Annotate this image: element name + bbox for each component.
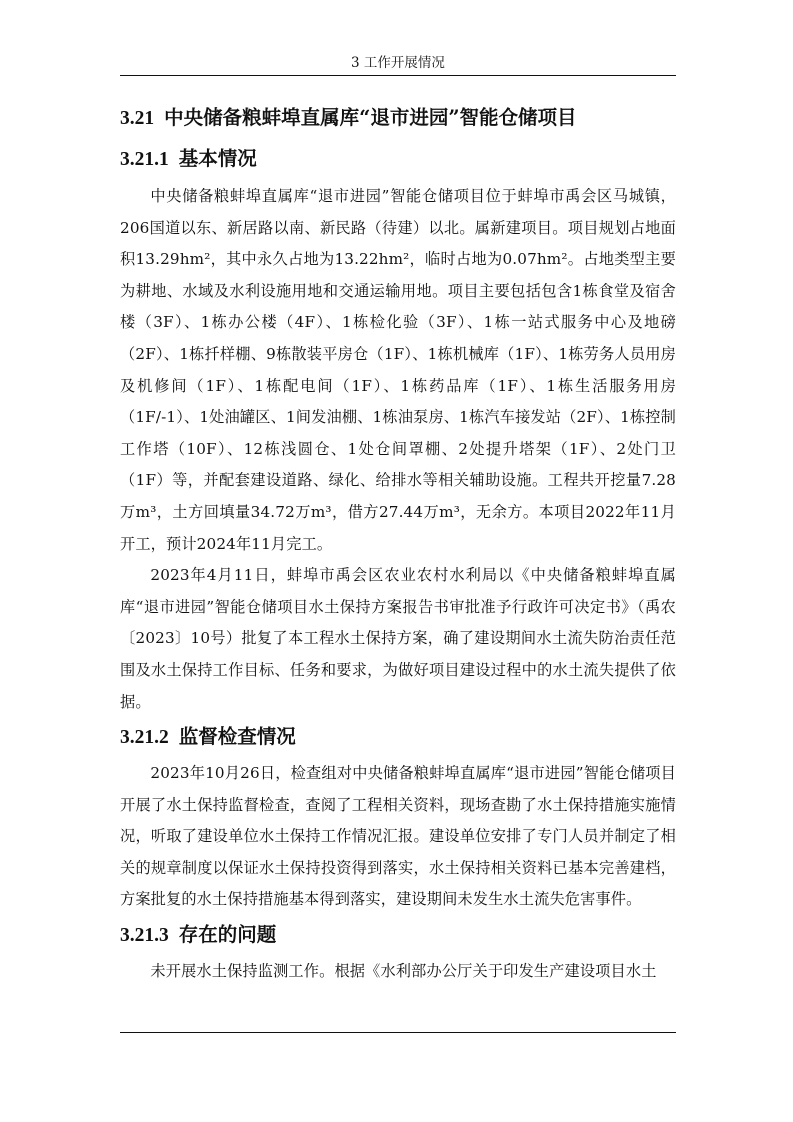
running-header: 3 工作开展情况 (351, 55, 445, 71)
section-number: 3.21 (120, 108, 155, 129)
subsection-heading-issues (120, 917, 676, 954)
subsection-number: 3.21.2 (120, 727, 169, 749)
page-content (120, 100, 676, 988)
subsection-number: 3.21.3 (120, 925, 169, 947)
subsection-heading-inspection (120, 719, 676, 756)
subsection-heading-basic (120, 141, 676, 178)
subsection-title: 存在的问题 (178, 923, 277, 947)
subsection-number: 3.21.1 (120, 149, 169, 170)
section-title: 中央储备粮蚌埠直属库“退市进园”智能仓储项目 (164, 106, 577, 129)
subsection-title: 监督检查情况 (178, 725, 296, 749)
header-rule (120, 75, 676, 76)
section-heading (120, 100, 676, 137)
paragraph-basic-1: 中央储备粮蚌埠直属库“退市进园”智能仓储项目位于蚌埠市禹会区马城镇，206国道以东、新居路以南、新民路（待建）以北。属新建项目。项目规划占地面积13.29hm²，其中永久占地为13.22hm²，临时占地为0.07hm²。占地类型主要为耕地、水域及水利设施用地和交通运输用地。项目主要包括包含1栋食堂及宿舍楼（3F）、1栋办公楼（4F）、1栋检化验（3F）、1栋一站式服务中心及地磅（2F）、1栋扦样棚、9栋散装平房仓（1F）、1栋机械库（1F）、1栋劳务人员用房及机修间（1F）、1栋配电间（1F）、1栋药品库（1F）、1栋生活服务用房（1F/-1）、1处油罐区、1间发油棚、1栋油泵房、1栋汽车接发站（2F）、1栋控制工作塔（10F）、12栋浅圆仓、1处仓间罩棚、2处提升塔架（1F）、2处门卫（1F）等，并配套建设道路、绿化、给排水等相关辅助设施。工程共开挖量7.28万m³，土方回填量34.72万m³，借方27.44万m³，无余方。本项目2022年11月开工，预计2024年11月完工。 (120, 187, 676, 553)
paragraph-basic-2: 2023年4月11日，蚌埠市禹会区农业农村水利局以《中央储备粮蚌埠直属库“退市进园”智能仓储项目水土保持方案报告书审批准予行政许可决定书》（禹农〔2023〕10号）批复了本工程水土保持方案，确了建设期间水土流失防治责任范围及水土保持工作目标、任务和要求，为做好项目建设过程中的水土流失提供了依据。 (120, 566, 676, 711)
paragraph-inspection-1: 2023年10月26日，检查组对中央储备粮蚌埠直属库“退市进园”智能仓储项目开展了水土保持监督检查，查阅了工程相关资料，现场查勘了水土保持措施实施情况，听取了建设单位水土保持工作情况汇报。建设单位安排了专门人员并制定了相关的规章制度以保证水土保持投资得到落实，水土保持相关资料已基本完善建档，方案批复的水土保持措施基本得到落实，建设期间未发生水土流失危害事件。 (120, 764, 676, 909)
paragraph-issues-1: 未开展水土保持监测工作。根据《水利部办公厅关于印发生产建设项目水土 (150, 962, 657, 981)
subsection-title: 基本情况 (178, 147, 257, 170)
footer-rule (120, 1032, 676, 1033)
